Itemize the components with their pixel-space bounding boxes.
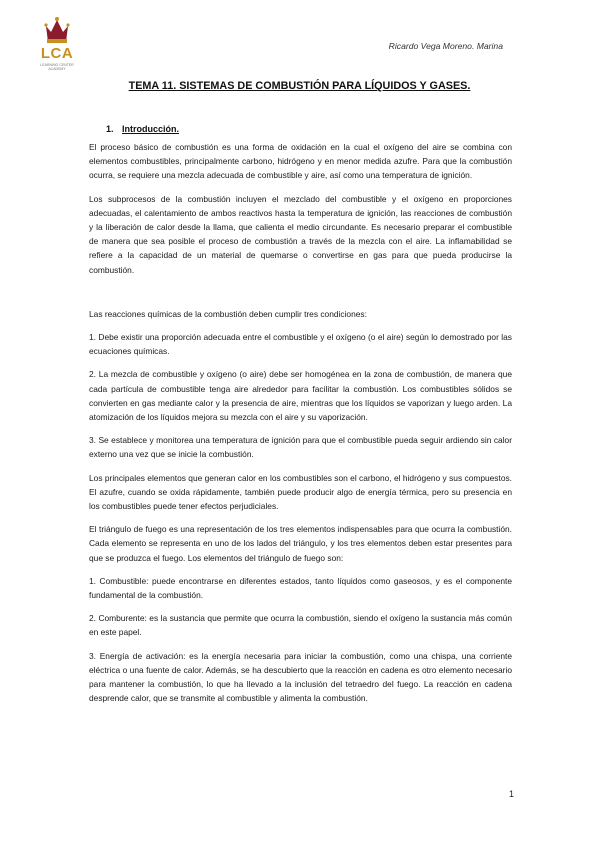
paragraph: El proceso básico de combustión es una forma de oxidación en la cual el oxígeno del aire se combina con elementos combustibles, principalmente carbono, hidrógeno y en menor medida azufre. Para que la combustión ocurra, se requiere una mezcla adecuada de combustible y aire, así como una temperatura de ignición. [89,142,512,181]
paragraph: Los subprocesos de la combustión incluyen el mezclado del combustible y el oxígeno en proporciones adecuadas, el calentamiento de ambos reactivos hasta la temperatura de ignición, las reacciones de combustión y la liberación de calor desde la llama, que calienta el medio circundante. Es necesario preparar el combustible de manera que sea posible el proceso de combustión a través de la mezcla con el aire. La inflamabilidad se refiere a la capacidad de un material de quemarse o convertirse en gas para que pueda producirse la combustión. [89,193,512,275]
paragraph: 1. Combustible: puede encontrarse en diferentes estados, tanto líquidos como gaseosos, y es el componente fundamental de la combustión. [89,575,512,601]
crown-emblem-icon [34,12,80,46]
paragraph: 1. Debe existir una proporción adecuada entre el combustible y el oxígeno (o el aire) según lo demostrado por las ecuaciones químicas. [89,332,512,357]
paragraph: Las reacciones químicas de la combustión deben cumplir tres condiciones: [89,308,367,319]
document-title: TEMA 11. SISTEMAS DE COMBUSTIÓN PARA LÍQUIDOS Y GASES. [128,80,471,92]
logo-subtext: LEARNING CENTER ACADEMY [40,63,74,71]
document-body [89,140,512,715]
page-number: 1 [508,789,514,799]
paragraph: 2. La mezcla de combustible y oxígeno (o aire) debe ser homogénea en la zona de combustión, de manera que cada partícula de combustible tenga aire alrededor para facilitar la combustión. Los combustibles sólidos se convierten en gas mediante calor y la presencia de aire, mientras que los líquidos se vaporizan y luego arden. La atomización de los líquidos mejora su mezcla con el aire y su vaporización. [89,369,512,423]
academy-logo [34,12,80,71]
paragraph: Los principales elementos que generan calor en los combustibles son el carbono, el hidrógeno y sus compuestos. El azufre, cuando se oxida rápidamente, también puede producir algo de energía térmica, pero su presencia en los combustibles puede tener efectos perjudiciales. [89,472,512,512]
paragraph: 3. Se establece y monitorea una temperatura de ignición para que el combustible pueda seguir ardiendo sin calor externo una vez que se inicie la combustión. [89,435,512,460]
paragraph: 3. Energía de activación: es la energía necesaria para iniciar la combustión, como una chispa, una corriente eléctrica o una fuente de calor. Además, se ha descubierto que la reacción en cadena es otro elemento necesario para mantener la combustión, lo que ha llevado a la inclusión del tetraedro del fuego. La reacción en cadena desprende calor, que se transmite al combustible y alimenta la combustión. [89,650,512,704]
author-header: Ricardo Vega Moreno. Marina [388,41,503,51]
section-heading [106,124,179,134]
section-label: Introducción. [122,124,179,134]
paragraph: 2. Comburente: es la sustancia que permite que ocurra la combustión, siendo el oxígeno la sustancia más común en este papel. [89,613,512,638]
spacer [89,286,512,307]
logo-text: LCA [40,45,74,62]
section-number: 1. [106,124,114,134]
paragraph: El triángulo de fuego es una representación de los tres elementos indispensables para que ocurra la combustión. Cada elemento se representa en uno de los lados del triángulo, y los tres elementos deben estar presentes para que se produzca el fuego. Los elementos del triángulo de fuego son: [89,524,512,563]
